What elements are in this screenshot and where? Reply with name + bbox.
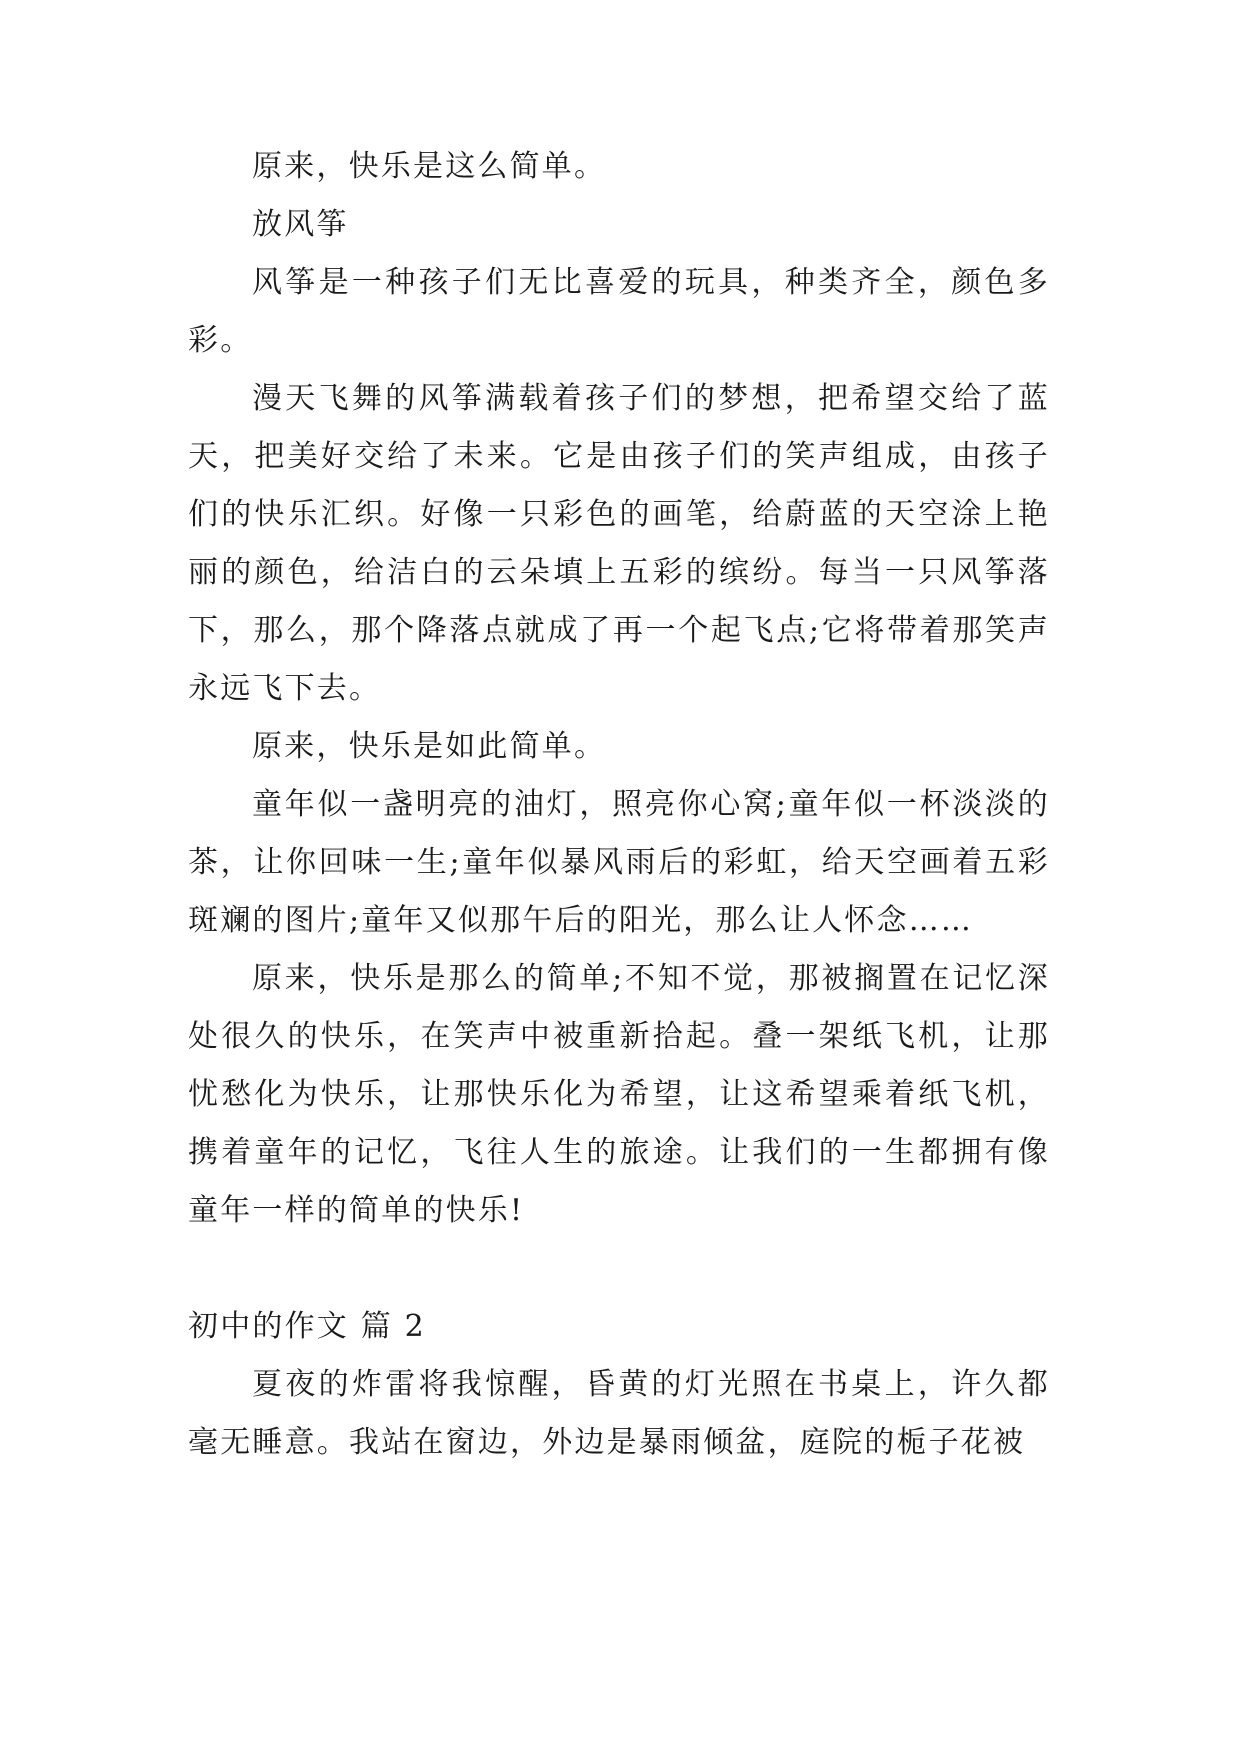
section-gap	[188, 1240, 1050, 1298]
paragraph-5: 原来，快乐是如此简单。	[252, 729, 607, 764]
paragraph-7: 原来，快乐是那么的简单;不知不觉，那被搁置在记忆深处很久的快乐，在笑声中被重新拾起。叠一架纸飞机，让那忧愁化为快乐，让那快乐化为希望，让这希望乘着纸飞机，携着童年的记忆，飞往人生的旅途。让我们的一生都拥有像童年一样的简单的快乐!	[188, 961, 1050, 1228]
document-body	[188, 138, 1050, 1472]
section-title: 初中的作文 篇 2	[188, 1309, 426, 1344]
paragraph-6: 童年似一盏明亮的油灯，照亮你心窝;童年似一杯淡淡的茶，让你回味一生;童年似暴风雨后的彩虹，给天空画着五彩斑斓的图片;童年又似那午后的阳光，那么让人怀念……	[188, 787, 1050, 938]
paragraph-3: 风筝是一种孩子们无比喜爱的玩具，种类齐全，颜色多彩。	[188, 265, 1050, 358]
paragraph-4: 漫天飞舞的风筝满载着孩子们的梦想，把希望交给了蓝天，把美好交给了未来。它是由孩子们的笑声组成，由孩子们的快乐汇织。好像一只彩色的画笔，给蔚蓝的天空涂上艳丽的颜色，给洁白的云朵填上五彩的缤纷。每当一只风筝落下，那么，那个降落点就成了再一个起飞点;它将带着那笑声永远飞下去。	[188, 381, 1050, 706]
paragraph-1: 原来，快乐是这么简单。	[252, 149, 607, 184]
paragraph-heading-kite: 放风筝	[252, 207, 349, 242]
section-paragraph-1: 夏夜的炸雷将我惊醒，昏黄的灯光照在书桌上，许久都毫无睡意。我站在窗边，外边是暴雨倾盆，庭院的栀子花被	[188, 1367, 1050, 1460]
